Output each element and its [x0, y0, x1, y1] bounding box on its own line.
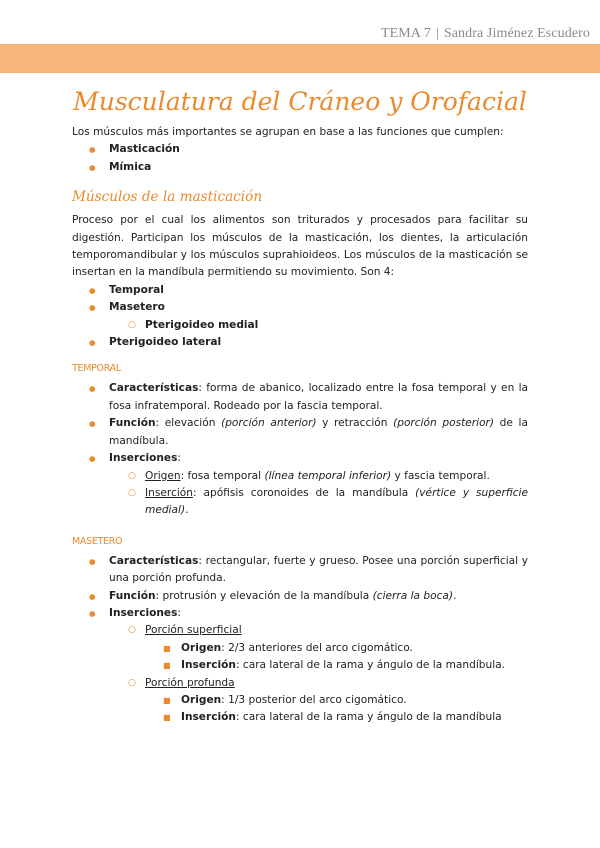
list-item: ● Masticación — [72, 141, 528, 158]
intro-list — [72, 141, 528, 176]
header-author: Sandra Jiménez Escudero — [443, 26, 590, 41]
list-item: ● Características: rectangular, fuerte y grueso. Posee una porción superficial y una porción profunda. — [72, 553, 528, 588]
list-item: ● Características: forma de abanico, localizado entre la fosa temporal y en la fosa infratemporal. Rodeado por la fascia temporal. — [72, 380, 528, 415]
header-tema: TEMA 7 — [380, 26, 431, 41]
subheading-temporal: TEMPORAL — [72, 363, 121, 375]
list-item: ● Función: elevación (porción anterior) y retracción (porción posterior) de la mandíbula. — [72, 415, 528, 450]
header-separator: | — [435, 26, 439, 41]
intro-text: Los músculos más importantes se agrupan en base a las funciones que cumplen: — [72, 126, 504, 138]
list-item: ■ Origen: 1/3 posterior del arco cigomático. — [72, 692, 528, 709]
list-item: ■ Inserción: cara lateral de la rama y ángulo de la mandíbula. — [72, 657, 528, 674]
muscles-list — [72, 282, 528, 352]
temporal-list — [72, 380, 528, 519]
subheading-masetero: MASETERO — [72, 535, 123, 547]
list-item: ● Mímica — [72, 159, 528, 176]
list-item: ● Inserciones: ○ Porción superficial ■ Origen: 2/3 anteriores del arco cigomático. ■ Inserción: cara lateral de la rama y ángulo de la mandíbula. ○ Porción profunda ■ Origen: 1/3 posterior del arco cigomático. ■ Inserción: cara lateral de la rama y ángulo de la mandíbula — [72, 605, 528, 727]
document-body — [72, 84, 528, 727]
list-item: ● Inserciones: ○ Origen: fosa temporal (línea temporal inferior) y fascia temporal. ○ Inserción: apófisis coronoides de la mandíbula (vértice y superficie medial). — [72, 450, 528, 520]
list-item: ● Función: protrusión y elevación de la mandíbula (cierra la boca). — [72, 588, 528, 605]
list-item: ○ Porción superficial ■ Origen: 2/3 anteriores del arco cigomático. ■ Inserción: cara lateral de la rama y ángulo de la mandíbula. — [72, 622, 528, 674]
masetero-list — [72, 553, 528, 727]
list-item: ■ Origen: 2/3 anteriores del arco cigomático. — [72, 640, 528, 657]
list-item: ○ Pterigoideo medial — [72, 317, 528, 334]
header-bar — [0, 44, 600, 73]
list-item: ○ Origen: fosa temporal (línea temporal inferior) y fascia temporal. — [72, 468, 528, 485]
list-item: ● Pterigoideo lateral — [72, 334, 528, 351]
list-item: ● Masetero ○ Pterigoideo medial — [72, 299, 528, 334]
list-item: ○ Inserción: apófisis coronoides de la mandíbula (vértice y superficie medial). — [72, 485, 528, 520]
list-item: ■ Inserción: cara lateral de la rama y ángulo de la mandíbula — [72, 709, 528, 726]
section-heading-mastication: Músculos de la masticación — [72, 189, 263, 206]
list-item: ● Temporal — [72, 282, 528, 299]
header-text — [381, 26, 590, 42]
mastication-paragraph: Proceso por el cual los alimentos son triturados y procesados para facilitar su digestión. Participan los músculos de la masticación, los dientes, la articulación temporomandibular y los músculos suprahioideos. Los músculos de la masticación se insertan en la mandíbula permitiendo su movimiento. Son 4: — [72, 214, 528, 279]
page-title: Musculatura del Cráneo y Orofacial — [73, 87, 527, 116]
list-item: ○ Porción profunda ■ Origen: 1/3 posterior del arco cigomático. ■ Inserción: cara lateral de la rama y ángulo de la mandíbula — [72, 675, 528, 727]
